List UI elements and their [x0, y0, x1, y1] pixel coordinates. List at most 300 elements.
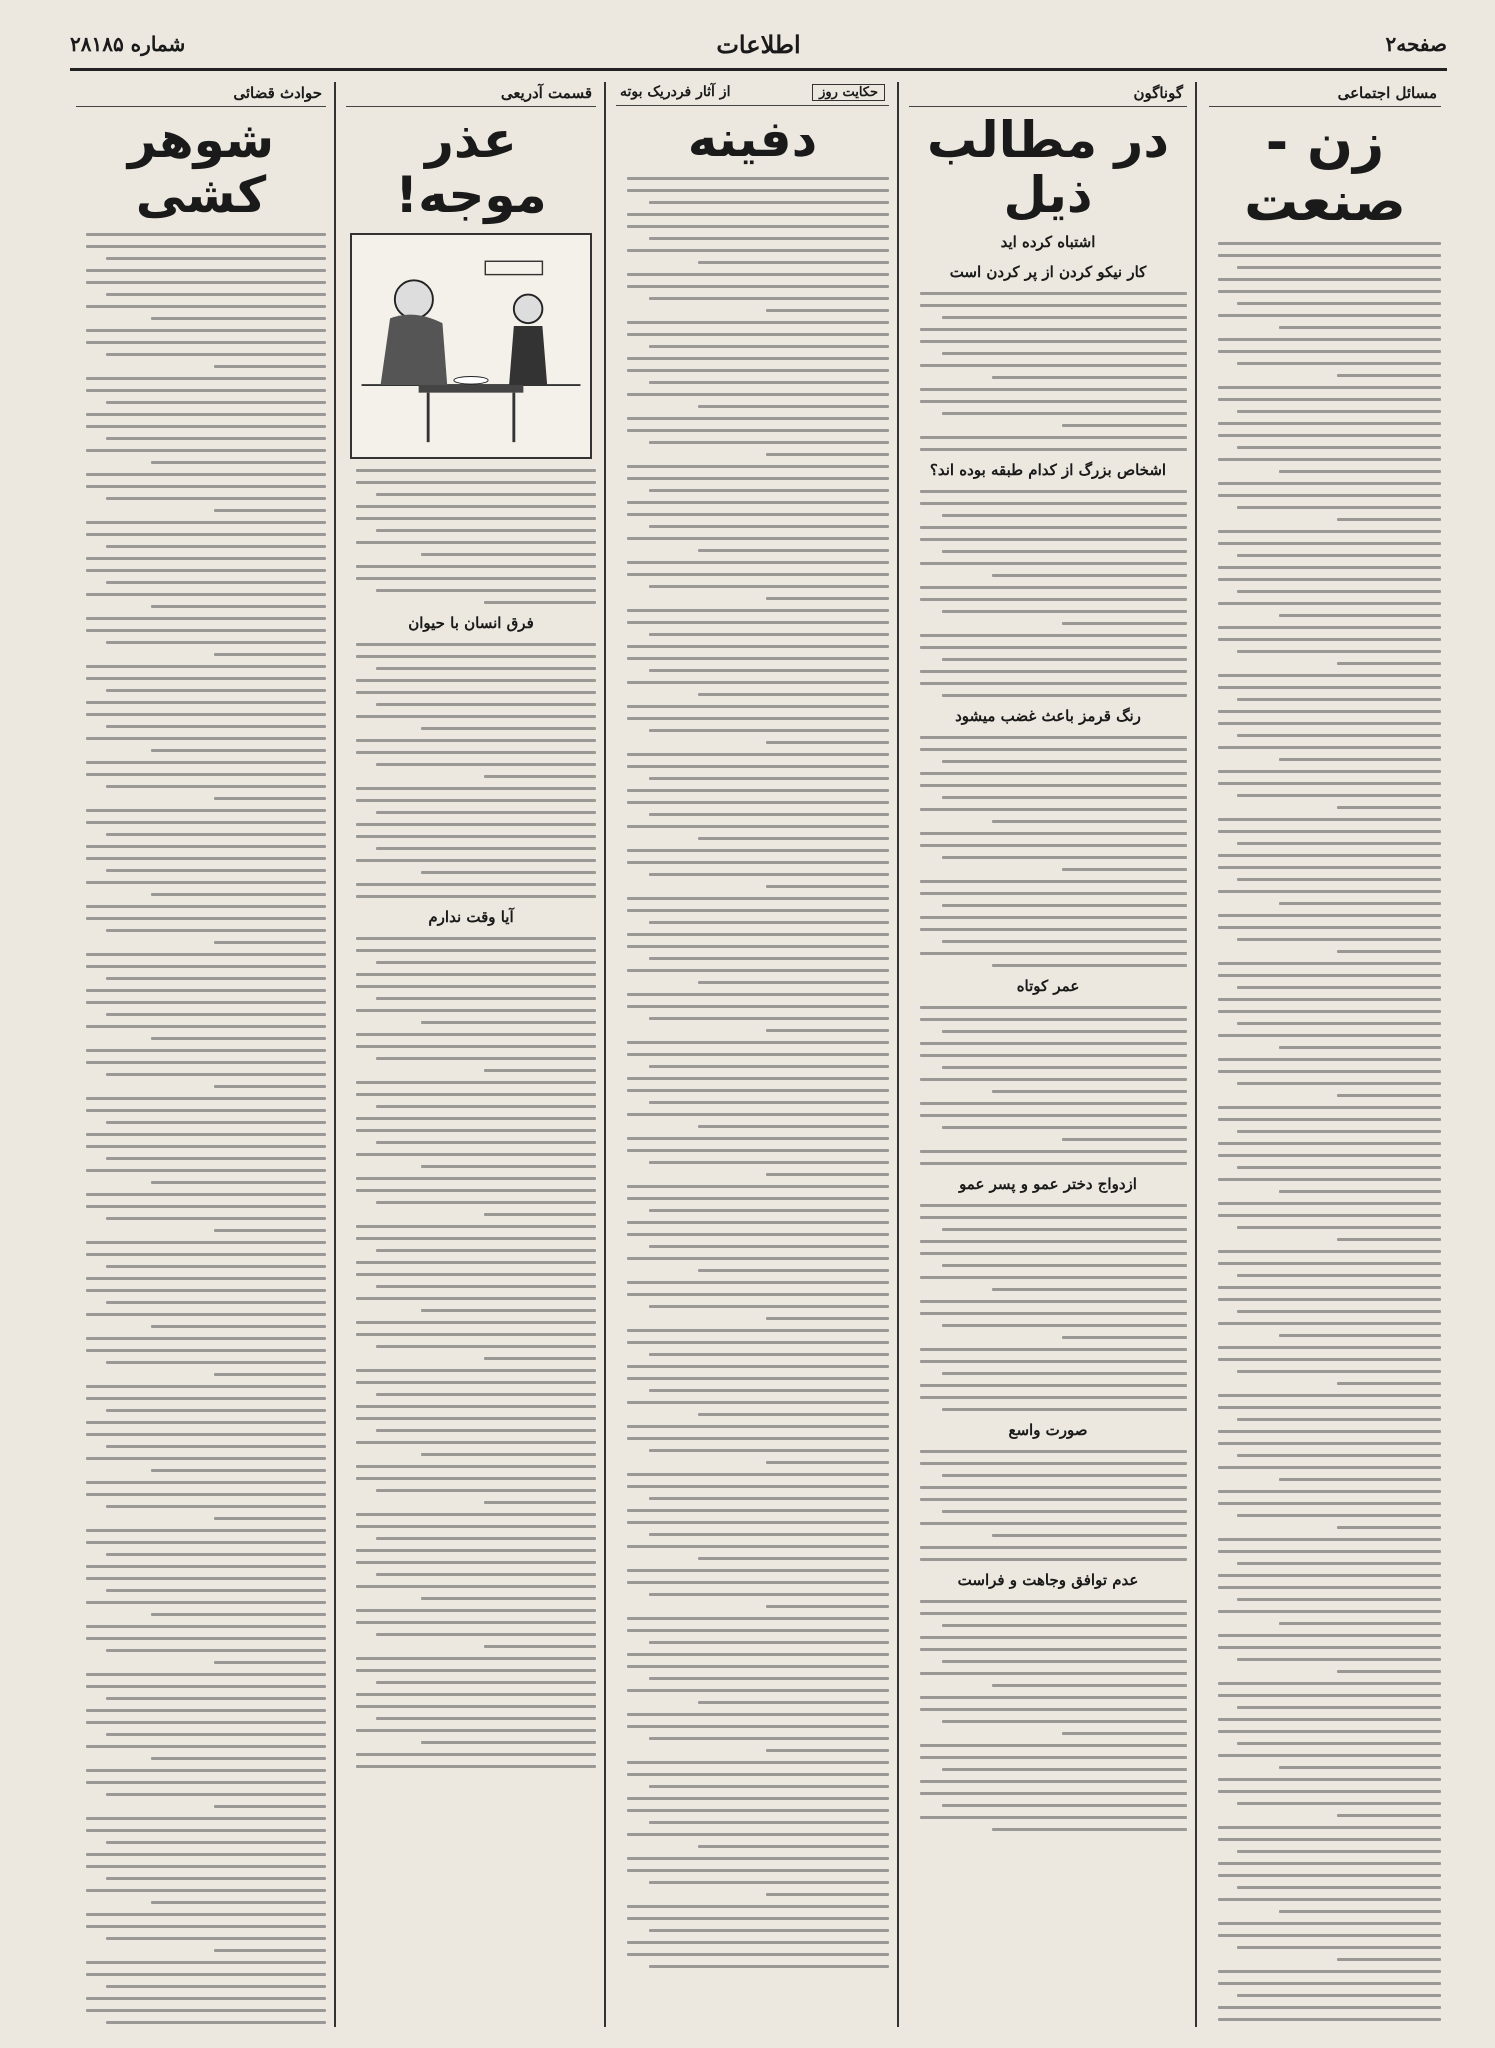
text-line — [86, 845, 326, 848]
text-line — [1337, 1670, 1441, 1673]
text-line — [627, 1833, 889, 1836]
text-line — [942, 1624, 1187, 1627]
text-line — [627, 273, 889, 276]
text-line — [376, 1285, 596, 1288]
text-line — [1279, 614, 1441, 617]
text-line — [649, 1101, 889, 1104]
text-line — [992, 964, 1187, 967]
text-line — [86, 1865, 326, 1868]
text-line — [86, 329, 326, 332]
text-line — [1218, 1070, 1441, 1073]
text-line — [106, 257, 326, 260]
text-line — [1218, 710, 1441, 713]
text-line — [106, 437, 326, 440]
text-line — [106, 497, 326, 500]
text-line — [1237, 266, 1441, 269]
text-line — [627, 1257, 889, 1260]
text-line — [86, 1577, 326, 1580]
text-line — [627, 1197, 889, 1200]
text-line — [86, 1829, 326, 1832]
text-line — [920, 748, 1187, 751]
text-line — [627, 561, 889, 564]
text-line — [1218, 818, 1441, 821]
text-line — [86, 1205, 326, 1208]
text-line — [1218, 494, 1441, 497]
text-line — [920, 1150, 1187, 1153]
text-line — [484, 1501, 597, 1504]
text-line — [356, 1585, 596, 1588]
article-headline: شوهر کشی — [127, 111, 275, 224]
text-line — [151, 605, 326, 608]
text-line — [106, 1361, 326, 1364]
text-line — [86, 1529, 326, 1532]
text-line — [86, 1781, 326, 1784]
text-line — [86, 413, 326, 416]
text-line — [1218, 290, 1441, 293]
text-line — [356, 1189, 596, 1192]
text-line — [1218, 1118, 1441, 1121]
text-line — [627, 1221, 889, 1224]
text-line — [1218, 638, 1441, 641]
text-line — [356, 1609, 596, 1612]
text-line — [106, 833, 326, 836]
text-line — [86, 1817, 326, 1820]
text-line — [376, 1489, 596, 1492]
text-line — [920, 1300, 1187, 1303]
text-line — [1218, 1346, 1441, 1349]
text-line — [920, 1450, 1187, 1453]
section-label: از آثار فردریک بوته — [620, 84, 731, 100]
text-line — [1218, 1058, 1441, 1061]
text-line — [106, 1649, 326, 1652]
text-line — [86, 1973, 326, 1976]
text-line — [1218, 482, 1441, 485]
text-line — [649, 489, 889, 492]
column-social-issues — [1203, 82, 1447, 2027]
text-line — [649, 381, 889, 384]
text-line — [920, 844, 1187, 847]
text-line — [86, 1541, 326, 1544]
text-line — [151, 1325, 326, 1328]
text-line — [356, 1477, 596, 1480]
text-line — [920, 928, 1187, 931]
text-line — [151, 1757, 326, 1760]
text-line — [1218, 1862, 1441, 1865]
text-line — [1218, 1634, 1441, 1637]
text-line — [86, 1145, 326, 1148]
text-line — [356, 1153, 596, 1156]
text-line — [920, 682, 1187, 685]
text-line — [1218, 1250, 1441, 1253]
text-line — [766, 1317, 889, 1320]
text-line — [627, 1185, 889, 1188]
text-line — [627, 1809, 889, 1812]
column-judicial-events — [70, 82, 332, 2027]
text-line — [627, 1905, 889, 1908]
text-line — [920, 436, 1187, 439]
boxed-tag: حکایت روز — [812, 84, 885, 101]
text-line — [920, 388, 1187, 391]
text-line — [698, 261, 889, 264]
text-line — [1218, 578, 1441, 581]
text-line — [1218, 1490, 1441, 1493]
text-line — [649, 1533, 889, 1536]
text-line — [356, 1369, 596, 1372]
text-line — [1237, 506, 1441, 509]
text-line — [106, 929, 326, 932]
text-line — [1237, 410, 1441, 413]
text-line — [356, 859, 596, 862]
text-line — [356, 1033, 596, 1036]
text-line — [1218, 1286, 1441, 1289]
text-line — [86, 1889, 326, 1892]
text-line — [920, 1558, 1187, 1561]
text-line — [698, 1269, 889, 1272]
text-line — [106, 545, 326, 548]
section-label: قسمت آدریعی — [346, 82, 596, 107]
text-line — [627, 1113, 889, 1116]
text-line — [1218, 1718, 1441, 1721]
text-line — [627, 1053, 889, 1056]
text-line — [1237, 698, 1441, 701]
text-line — [1337, 1094, 1441, 1097]
text-line — [86, 1673, 326, 1676]
text-line — [942, 1372, 1187, 1375]
text-line — [376, 1105, 596, 1108]
text-line — [106, 641, 326, 644]
text-line — [649, 1209, 889, 1212]
text-line — [649, 1065, 889, 1068]
text-line — [627, 1629, 889, 1632]
text-line — [627, 477, 889, 480]
text-line — [421, 1453, 596, 1456]
text-line — [1218, 782, 1441, 785]
text-line — [356, 469, 596, 472]
text-line — [920, 1780, 1187, 1783]
text-line — [942, 760, 1187, 763]
text-line — [106, 293, 326, 296]
text-line — [649, 201, 889, 204]
text-line — [106, 1301, 326, 1304]
text-line — [86, 1397, 326, 1400]
article-subhead: صورت واسع — [1008, 1421, 1088, 1439]
text-line — [356, 1405, 596, 1408]
text-line — [86, 233, 326, 236]
text-line — [86, 761, 326, 764]
text-line — [1237, 1706, 1441, 1709]
text-line — [214, 797, 327, 800]
text-line — [920, 1312, 1187, 1315]
text-line — [106, 1937, 326, 1940]
text-line — [86, 269, 326, 272]
text-line — [627, 357, 889, 360]
text-line — [86, 953, 326, 956]
text-line — [484, 1069, 597, 1072]
text-line — [421, 871, 596, 874]
text-line — [86, 1313, 326, 1316]
text-line — [484, 1357, 597, 1360]
text-line — [151, 1901, 326, 1904]
text-line — [421, 1021, 596, 1024]
text-line — [1218, 1550, 1441, 1553]
text-line — [1218, 626, 1441, 629]
text-line — [356, 1381, 596, 1384]
text-line — [627, 1725, 889, 1728]
text-line — [649, 957, 889, 960]
text-line — [920, 1756, 1187, 1759]
text-line — [1237, 302, 1441, 305]
text-line — [106, 1841, 326, 1844]
text-line — [649, 1929, 889, 1932]
text-line — [421, 1165, 596, 1168]
text-line — [356, 481, 596, 484]
text-line — [627, 645, 889, 648]
text-line — [214, 1085, 327, 1088]
text-line — [992, 1090, 1187, 1093]
text-line — [356, 565, 596, 568]
text-line — [376, 667, 596, 670]
text-line — [214, 365, 327, 368]
text-line — [1218, 1034, 1441, 1037]
text-line — [106, 1697, 326, 1700]
text-line — [649, 1389, 889, 1392]
text-line — [106, 1793, 326, 1796]
text-line — [106, 1877, 326, 1880]
text-line — [627, 849, 889, 852]
text-line — [356, 577, 596, 580]
text-line — [627, 621, 889, 624]
text-line — [920, 490, 1187, 493]
text-line — [920, 1696, 1187, 1699]
text-line — [214, 1229, 327, 1232]
text-line — [86, 1565, 326, 1568]
text-line — [1279, 902, 1441, 905]
text-line — [1218, 1778, 1441, 1781]
text-line — [649, 873, 889, 876]
text-line — [356, 691, 596, 694]
text-line — [627, 213, 889, 216]
text-line — [86, 2009, 326, 2012]
text-line — [698, 1557, 889, 1560]
text-line — [1337, 806, 1441, 809]
text-line — [920, 1636, 1187, 1639]
text-line — [698, 837, 889, 840]
text-line — [1237, 1454, 1441, 1457]
text-line — [1218, 998, 1441, 1001]
section-label: مسائل اجتماعی — [1209, 82, 1441, 107]
text-line — [106, 1157, 326, 1160]
article-subhead: فرق انسان با حیوان — [408, 614, 534, 632]
text-line — [86, 449, 326, 452]
text-line — [920, 1648, 1187, 1651]
text-line — [649, 633, 889, 636]
article-subhead: کار نیکو کردن از پر کردن است — [949, 263, 1147, 281]
text-line — [627, 1077, 889, 1080]
text-line — [627, 969, 889, 972]
text-line — [1237, 1598, 1441, 1601]
text-line — [1218, 1838, 1441, 1841]
text-line — [1062, 1138, 1187, 1141]
text-line — [1218, 746, 1441, 749]
text-line — [106, 1445, 326, 1448]
text-line — [920, 1252, 1187, 1255]
text-line — [86, 701, 326, 704]
text-line — [106, 1121, 326, 1124]
column-story — [610, 82, 895, 2027]
text-line — [106, 1073, 326, 1076]
text-line — [376, 529, 596, 532]
text-line — [920, 1114, 1187, 1117]
text-line — [992, 376, 1187, 379]
text-line — [356, 1081, 596, 1084]
text-line — [1337, 1238, 1441, 1241]
text-line — [627, 1581, 889, 1584]
text-line — [1062, 868, 1187, 871]
text-line — [421, 1741, 596, 1744]
text-line — [1337, 1958, 1441, 1961]
text-line — [106, 1409, 326, 1412]
text-line — [86, 1853, 326, 1856]
text-line — [1218, 1214, 1441, 1217]
text-line — [356, 1093, 596, 1096]
text-line — [86, 557, 326, 560]
text-line — [1218, 350, 1441, 353]
text-line — [627, 897, 889, 900]
text-line — [1237, 878, 1441, 881]
text-line — [106, 1589, 326, 1592]
text-line — [86, 341, 326, 344]
text-line — [1337, 950, 1441, 953]
text-line — [766, 741, 889, 744]
text-line — [356, 1009, 596, 1012]
text-line — [1218, 770, 1441, 773]
article-headline: دفینه — [687, 110, 818, 168]
text-line — [649, 729, 889, 732]
text-line — [920, 1600, 1187, 1603]
article-body — [76, 233, 326, 2024]
text-line — [356, 1657, 596, 1660]
text-line — [356, 679, 596, 682]
text-line — [214, 1517, 327, 1520]
text-line — [356, 973, 596, 976]
text-line — [920, 952, 1187, 955]
text-line — [920, 670, 1187, 673]
text-line — [86, 1133, 326, 1136]
text-line — [698, 1845, 889, 1848]
text-line — [376, 703, 596, 706]
text-line — [1279, 1622, 1441, 1625]
text-line — [1218, 1646, 1441, 1649]
article-subhead: عمر کوتاه — [1016, 977, 1080, 995]
text-line — [766, 309, 889, 312]
text-line — [376, 1393, 596, 1396]
text-line — [649, 525, 889, 528]
text-line — [1218, 1586, 1441, 1589]
text-line — [766, 1461, 889, 1464]
text-line — [992, 1828, 1187, 1831]
text-line — [649, 1449, 889, 1452]
text-line — [627, 1089, 889, 1092]
text-line — [86, 425, 326, 428]
text-line — [649, 921, 889, 924]
text-line — [86, 1925, 326, 1928]
text-line — [1218, 1502, 1441, 1505]
text-line — [1237, 1082, 1441, 1085]
text-line — [86, 989, 326, 992]
text-line — [86, 1961, 326, 1964]
text-line — [627, 537, 889, 540]
text-line — [1237, 1022, 1441, 1025]
text-line — [86, 1709, 326, 1712]
text-line — [1218, 254, 1441, 257]
text-line — [920, 448, 1187, 451]
text-line — [627, 1689, 889, 1692]
text-line — [1218, 1694, 1441, 1697]
text-line — [86, 1721, 326, 1724]
text-line — [356, 1237, 596, 1240]
text-line — [627, 369, 889, 372]
text-line — [627, 249, 889, 252]
text-line — [920, 1276, 1187, 1279]
text-line — [86, 1241, 326, 1244]
text-line — [920, 1672, 1187, 1675]
text-line — [86, 1277, 326, 1280]
text-line — [151, 749, 326, 752]
text-line — [649, 237, 889, 240]
text-line — [106, 353, 326, 356]
text-line — [86, 281, 326, 284]
text-line — [920, 832, 1187, 835]
text-line — [1218, 530, 1441, 533]
text-line — [649, 1677, 889, 1680]
text-line — [920, 1042, 1187, 1045]
text-line — [86, 1289, 326, 1292]
text-line — [356, 1621, 596, 1624]
text-line — [356, 1045, 596, 1048]
text-line — [627, 1137, 889, 1140]
text-line — [1062, 622, 1187, 625]
text-line — [86, 1169, 326, 1172]
text-line — [1218, 1430, 1441, 1433]
text-line — [376, 493, 596, 496]
text-line — [106, 1217, 326, 1220]
text-line — [942, 694, 1187, 697]
text-line — [1237, 1802, 1441, 1805]
text-line — [1237, 1886, 1441, 1889]
text-line — [86, 1349, 326, 1352]
text-line — [942, 316, 1187, 319]
text-line — [1279, 1334, 1441, 1337]
text-line — [376, 589, 596, 592]
text-line — [356, 1753, 596, 1756]
text-line — [151, 317, 326, 320]
text-line — [86, 713, 326, 716]
text-line — [86, 881, 326, 884]
text-line — [86, 1385, 326, 1388]
text-line — [376, 1201, 596, 1204]
text-line — [1062, 1732, 1187, 1735]
text-line — [1062, 424, 1187, 427]
text-line — [1218, 2018, 1441, 2021]
text-line — [1218, 926, 1441, 929]
text-line — [106, 401, 326, 404]
text-line — [920, 916, 1187, 919]
text-line — [1337, 662, 1441, 665]
text-line — [356, 895, 596, 898]
article-subhead: رنگ قرمز باعث غضب میشود — [955, 707, 1141, 725]
text-line — [1337, 1526, 1441, 1529]
text-line — [1279, 1046, 1441, 1049]
